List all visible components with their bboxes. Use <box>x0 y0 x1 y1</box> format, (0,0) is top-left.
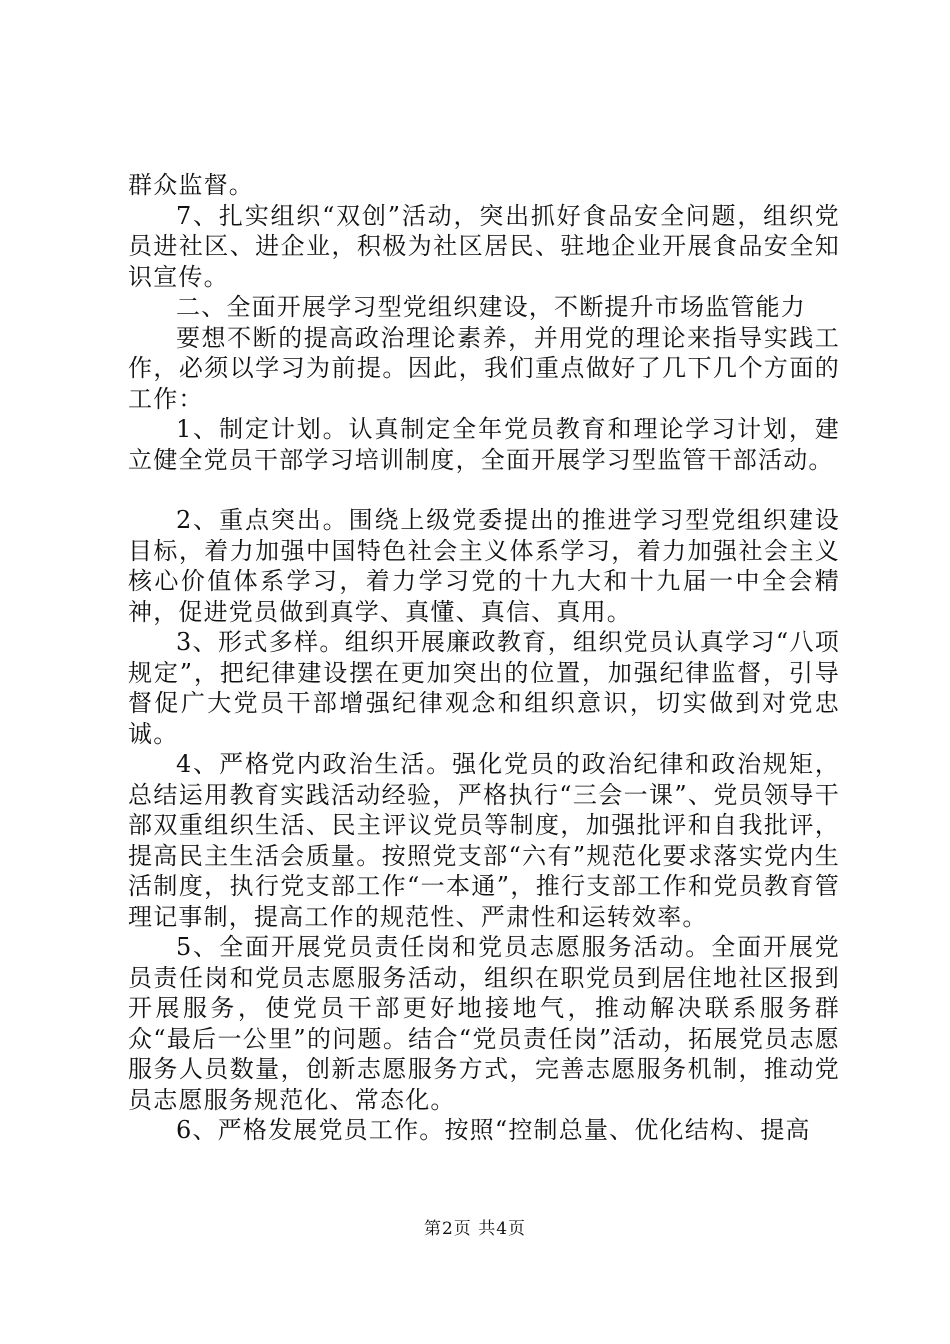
paragraph-9: 6、严格发展党员工作。按照“控制总量、优化结构、提高 <box>176 1116 811 1144</box>
paragraph-8: 5、全面开展党员责任岗和党员志愿服务活动。全面开展党员责任岗和党员志愿服务活动，组织在职党员到居住地社区报到开展服务，使党员干部更好地接地气，推动解决联系服务群众“最后一公里”的问题。结合“党员责任岗”活动，拓展党员志愿服务人员数量，创新志愿服务方式，完善志愿服务机制，推动党员志愿服务规范化、常态化。 <box>128 933 840 1114</box>
document-body <box>128 170 840 1146</box>
paragraph-1: 群众监督。 <box>128 171 254 199</box>
paragraph-2: 7、扎实组织“双创”活动，突出抓好食品安全问题，组织党员进社区、进企业，积极为社区居民、驻地企业开展食品安全知识宣传。 <box>128 201 840 291</box>
paragraph-3: 要想不断的提高政治理论素养，并用党的理论来指导实践工作，必须以学习为前提。因此，我们重点做好了几下几个方面的工作： <box>128 323 840 413</box>
page-footer <box>0 1214 950 1239</box>
paragraph-4: 1、制定计划。认真制定全年党员教育和理论学习计划，建立健全党员干部学习培训制度，全面开展学习型监管干部活动。 <box>128 415 840 474</box>
paragraph-5: 2、重点突出。围绕上级党委提出的推进学习型党组织建设目标，着力加强中国特色社会主义体系学习，着力加强社会主义核心价值体系学习，着力学习党的十九大和十九届一中全会精神，促进党员做到真学、真懂、真信、真用。 <box>128 506 840 626</box>
page-number-label: 第2页 共4页 <box>423 1219 527 1239</box>
section-heading: 二、全面开展学习型党组织建设，不断提升市场监管能力 <box>176 293 806 321</box>
paragraph-7: 4、严格党内政治生活。强化党员的政治纪律和政治规矩，总结运用教育实践活动经验，严格执行“三会一课”、党员领导干部双重组织生活、民主评议党员等制度，加强批评和自我批评，提高民主生活会质量。按照党支部“六有”规范化要求落实党内生活制度，执行党支部工作“一本通”，推行支部工作和党员教育管理记事制，提高工作的规范性、严肃性和运转效率。 <box>128 750 840 931</box>
paragraph-6: 3、形式多样。组织开展廉政教育，组织党员认真学习“八项规定”，把纪律建设摆在更加突出的位置，加强纪律监督，引导督促广大党员干部增强纪律观念和组织意识，切实做到对党忠诚。 <box>128 628 840 748</box>
